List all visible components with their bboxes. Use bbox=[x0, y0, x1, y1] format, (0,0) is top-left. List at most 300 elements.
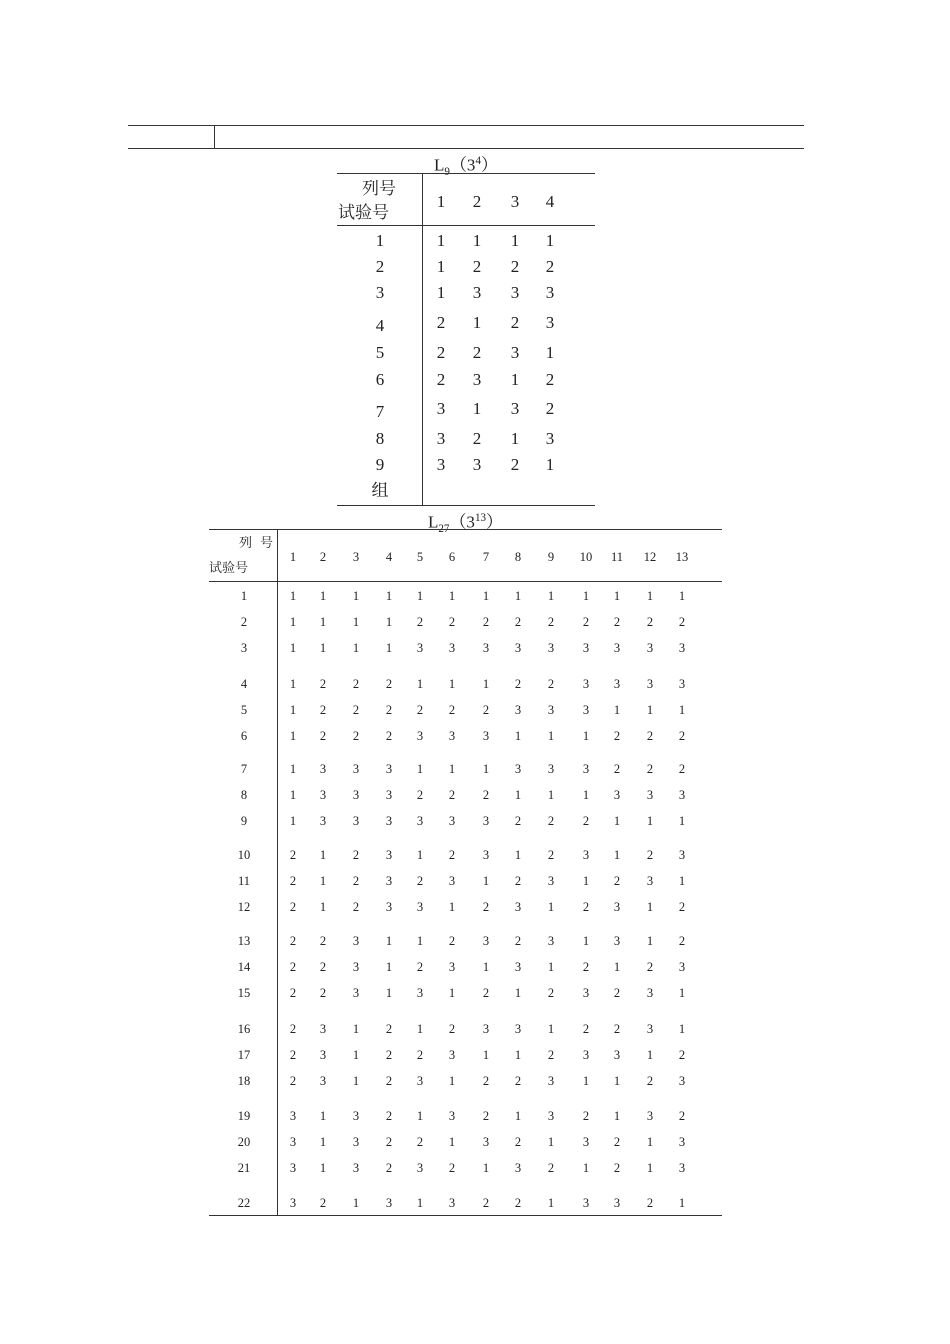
l27-column-number: 8 bbox=[514, 550, 522, 564]
l27-cell-value: 2 bbox=[352, 703, 360, 717]
l27-cell-value: 1 bbox=[448, 762, 456, 776]
l27-cell-value: 1 bbox=[289, 729, 297, 743]
l27-header-rule bbox=[209, 581, 722, 582]
l27-cell-value: 3 bbox=[678, 1074, 686, 1088]
l27-cell-value: 3 bbox=[352, 1109, 360, 1123]
l27-cell-value: 3 bbox=[514, 1022, 522, 1036]
l27-column-number: 13 bbox=[675, 550, 689, 564]
l9-trial-number: 9 bbox=[375, 455, 385, 474]
l27-cell-value: 1 bbox=[582, 874, 590, 888]
l9-trial-number: 7 bbox=[375, 402, 385, 421]
l27-title-close: ） bbox=[485, 512, 503, 532]
l27-cell-value: 2 bbox=[385, 1135, 393, 1149]
l27-cell-value: 2 bbox=[514, 814, 522, 828]
l27-cell-value: 3 bbox=[678, 788, 686, 802]
l9-cell-value: 1 bbox=[510, 370, 520, 389]
l27-cell-value: 1 bbox=[448, 986, 456, 1000]
l27-cell-value: 2 bbox=[646, 1074, 654, 1088]
l27-cell-value: 2 bbox=[289, 1074, 297, 1088]
l27-cell-value: 2 bbox=[547, 986, 555, 1000]
l27-cell-value: 1 bbox=[646, 589, 654, 603]
l27-cell-value: 3 bbox=[352, 960, 360, 974]
l27-cell-value: 2 bbox=[482, 1196, 490, 1210]
l27-trial-number: 20 bbox=[237, 1135, 251, 1149]
l27-trial-number: 2 bbox=[240, 615, 248, 629]
l27-trial-number: 15 bbox=[237, 986, 251, 1000]
l27-title-base: （3 bbox=[449, 512, 475, 532]
l27-cell-value: 1 bbox=[514, 589, 522, 603]
l27-cell-value: 3 bbox=[646, 677, 654, 691]
l27-cell-value: 1 bbox=[582, 1074, 590, 1088]
l27-cell-value: 1 bbox=[613, 848, 621, 862]
l27-cell-value: 2 bbox=[646, 615, 654, 629]
l27-cell-value: 2 bbox=[613, 729, 621, 743]
l27-cell-value: 2 bbox=[319, 729, 327, 743]
l27-cell-value: 1 bbox=[547, 788, 555, 802]
l9-table-title bbox=[337, 150, 595, 179]
l27-cell-value: 2 bbox=[613, 1135, 621, 1149]
l27-cell-value: 1 bbox=[613, 1109, 621, 1123]
l27-cell-value: 2 bbox=[482, 703, 490, 717]
l27-cell-value: 3 bbox=[514, 900, 522, 914]
l9-column-number: 1 bbox=[436, 192, 446, 211]
l27-cell-value: 2 bbox=[582, 1022, 590, 1036]
l27-cell-value: 3 bbox=[352, 762, 360, 776]
l27-title-superscript: 13 bbox=[474, 512, 486, 524]
l27-cell-value: 3 bbox=[448, 641, 456, 655]
l9-title-subscript: 9 bbox=[444, 166, 450, 179]
l27-cell-value: 2 bbox=[352, 848, 360, 862]
l27-cell-value: 3 bbox=[678, 1161, 686, 1175]
l27-cell-value: 2 bbox=[289, 986, 297, 1000]
l27-cell-value: 1 bbox=[319, 874, 327, 888]
l27-cell-value: 2 bbox=[416, 703, 424, 717]
l27-cell-value: 2 bbox=[319, 703, 327, 717]
l27-trial-number: 19 bbox=[237, 1109, 251, 1123]
l27-cell-value: 2 bbox=[646, 762, 654, 776]
l27-cell-value: 3 bbox=[448, 1196, 456, 1210]
l9-cell-value: 3 bbox=[545, 283, 555, 302]
l9-cell-value: 3 bbox=[545, 429, 555, 448]
l27-cell-value: 2 bbox=[319, 986, 327, 1000]
l27-cell-value: 3 bbox=[547, 703, 555, 717]
l27-cell-value: 1 bbox=[385, 615, 393, 629]
l27-cell-value: 2 bbox=[416, 874, 424, 888]
l9-column-number: 3 bbox=[510, 192, 520, 211]
l27-cell-value: 1 bbox=[289, 641, 297, 655]
l27-cell-value: 1 bbox=[678, 874, 686, 888]
l27-cell-value: 1 bbox=[514, 729, 522, 743]
l27-cell-value: 3 bbox=[613, 788, 621, 802]
l27-cell-value: 1 bbox=[352, 1022, 360, 1036]
l27-cell-value: 3 bbox=[289, 1196, 297, 1210]
l27-cell-value: 3 bbox=[385, 848, 393, 862]
l27-cell-value: 2 bbox=[289, 1022, 297, 1036]
l27-cell-value: 3 bbox=[678, 641, 686, 655]
l27-cell-value: 1 bbox=[319, 848, 327, 862]
l27-cell-value: 3 bbox=[646, 788, 654, 802]
l27-cell-value: 2 bbox=[385, 729, 393, 743]
l27-cell-value: 1 bbox=[547, 960, 555, 974]
l27-cell-value: 2 bbox=[514, 1196, 522, 1210]
l27-column-number: 4 bbox=[385, 550, 393, 564]
l27-cell-value: 3 bbox=[646, 986, 654, 1000]
l27-cell-value: 2 bbox=[482, 1074, 490, 1088]
l27-trial-number: 22 bbox=[237, 1196, 251, 1210]
l27-cell-value: 1 bbox=[416, 848, 424, 862]
l9-footer-label: 组 bbox=[371, 481, 389, 501]
header-table-divider bbox=[214, 126, 215, 148]
l27-cell-value: 1 bbox=[547, 589, 555, 603]
l27-cell-value: 3 bbox=[678, 1135, 686, 1149]
l27-cell-value: 2 bbox=[547, 814, 555, 828]
l9-cell-value: 1 bbox=[545, 343, 555, 362]
l27-cell-value: 2 bbox=[416, 1048, 424, 1062]
l27-cell-value: 3 bbox=[319, 1022, 327, 1036]
l9-trial-number: 4 bbox=[375, 316, 385, 335]
l27-cell-value: 3 bbox=[416, 1074, 424, 1088]
l27-cell-value: 1 bbox=[482, 1048, 490, 1062]
l9-cell-value: 2 bbox=[545, 399, 555, 418]
l27-cell-value: 2 bbox=[289, 960, 297, 974]
l27-cell-value: 1 bbox=[416, 934, 424, 948]
l27-column-number: 9 bbox=[547, 550, 555, 564]
l27-cell-value: 2 bbox=[514, 615, 522, 629]
l27-cell-value: 2 bbox=[352, 729, 360, 743]
l27-cell-value: 3 bbox=[514, 960, 522, 974]
l27-cell-value: 1 bbox=[514, 788, 522, 802]
l27-column-number: 7 bbox=[482, 550, 490, 564]
l27-cell-value: 3 bbox=[646, 1022, 654, 1036]
l27-cell-value: 3 bbox=[448, 1048, 456, 1062]
l27-cell-value: 3 bbox=[613, 641, 621, 655]
l27-trial-header-label: 试验号 bbox=[209, 561, 249, 576]
l27-cell-value: 2 bbox=[678, 762, 686, 776]
l27-column-number: 5 bbox=[416, 550, 424, 564]
l9-column-number: 2 bbox=[472, 192, 482, 211]
l27-cell-value: 3 bbox=[482, 729, 490, 743]
l27-cell-value: 1 bbox=[613, 589, 621, 603]
l27-cell-value: 1 bbox=[319, 615, 327, 629]
l27-trial-number: 9 bbox=[240, 814, 248, 828]
l27-cell-value: 2 bbox=[646, 729, 654, 743]
l27-cell-value: 3 bbox=[482, 1022, 490, 1036]
l27-cell-value: 1 bbox=[385, 934, 393, 948]
l27-trial-number: 18 bbox=[237, 1074, 251, 1088]
l27-cell-value: 1 bbox=[482, 874, 490, 888]
l9-cell-value: 1 bbox=[545, 231, 555, 250]
l27-cell-value: 2 bbox=[514, 677, 522, 691]
l27-cell-value: 1 bbox=[319, 1135, 327, 1149]
l27-cell-value: 1 bbox=[678, 1196, 686, 1210]
l27-cell-value: 1 bbox=[416, 677, 424, 691]
l27-cell-value: 3 bbox=[319, 814, 327, 828]
l9-cell-value: 1 bbox=[510, 429, 520, 448]
l9-cell-value: 2 bbox=[472, 257, 482, 276]
l9-cell-value: 3 bbox=[510, 343, 520, 362]
l27-cell-value: 1 bbox=[416, 1109, 424, 1123]
l27-cell-value: 3 bbox=[385, 814, 393, 828]
l27-cell-value: 2 bbox=[385, 1109, 393, 1123]
l27-cell-value: 1 bbox=[482, 960, 490, 974]
l27-cell-value: 1 bbox=[319, 641, 327, 655]
l27-column-number: 2 bbox=[319, 550, 327, 564]
l27-cell-value: 2 bbox=[547, 677, 555, 691]
l27-cell-value: 2 bbox=[613, 615, 621, 629]
l27-trial-number: 5 bbox=[240, 703, 248, 717]
l27-column-number: 10 bbox=[579, 550, 593, 564]
l27-cell-value: 3 bbox=[416, 729, 424, 743]
l9-cell-value: 2 bbox=[545, 257, 555, 276]
l27-cell-value: 2 bbox=[582, 615, 590, 629]
l27-cell-value: 3 bbox=[385, 762, 393, 776]
l9-orthogonal-table bbox=[337, 173, 595, 506]
l27-trial-number: 12 bbox=[237, 900, 251, 914]
l27-cell-value: 1 bbox=[646, 1135, 654, 1149]
l27-cell-value: 2 bbox=[289, 1048, 297, 1062]
l27-cell-value: 2 bbox=[416, 1135, 424, 1149]
l27-cell-value: 1 bbox=[482, 762, 490, 776]
l27-cell-value: 1 bbox=[448, 1074, 456, 1088]
l27-cell-value: 3 bbox=[385, 788, 393, 802]
l9-cell-value: 3 bbox=[436, 399, 446, 418]
l27-cell-value: 3 bbox=[582, 762, 590, 776]
l9-trial-number: 6 bbox=[375, 370, 385, 389]
l27-cell-value: 2 bbox=[385, 1074, 393, 1088]
l27-cell-value: 2 bbox=[547, 615, 555, 629]
l9-trial-number: 1 bbox=[375, 231, 385, 250]
l27-cell-value: 1 bbox=[646, 934, 654, 948]
l9-cell-value: 3 bbox=[510, 399, 520, 418]
l27-cell-value: 3 bbox=[319, 1048, 327, 1062]
l27-cell-value: 1 bbox=[416, 762, 424, 776]
l9-cell-value: 1 bbox=[510, 231, 520, 250]
l27-orthogonal-table bbox=[209, 529, 722, 1216]
l27-cell-value: 3 bbox=[448, 960, 456, 974]
l27-cell-value: 2 bbox=[646, 960, 654, 974]
l27-cell-value: 1 bbox=[448, 589, 456, 603]
l27-cell-value: 2 bbox=[613, 762, 621, 776]
l27-cell-value: 1 bbox=[385, 641, 393, 655]
l27-cell-value: 3 bbox=[319, 788, 327, 802]
l27-cell-value: 1 bbox=[289, 703, 297, 717]
l27-cell-value: 1 bbox=[352, 615, 360, 629]
l9-title-superscript: 4 bbox=[475, 155, 481, 167]
l27-cell-value: 1 bbox=[289, 788, 297, 802]
l27-cell-value: 1 bbox=[646, 703, 654, 717]
l27-trial-number: 13 bbox=[237, 934, 251, 948]
l27-cell-value: 3 bbox=[448, 874, 456, 888]
l9-cell-value: 2 bbox=[510, 257, 520, 276]
l27-cell-value: 2 bbox=[514, 1135, 522, 1149]
l27-trial-number: 17 bbox=[237, 1048, 251, 1062]
l27-cell-value: 2 bbox=[385, 1022, 393, 1036]
l9-cell-value: 3 bbox=[436, 455, 446, 474]
l27-cell-value: 3 bbox=[482, 641, 490, 655]
l27-cell-value: 2 bbox=[678, 729, 686, 743]
l27-cell-value: 2 bbox=[448, 1022, 456, 1036]
l27-cell-value: 1 bbox=[646, 814, 654, 828]
l9-trial-number: 5 bbox=[375, 343, 385, 362]
l27-cell-value: 2 bbox=[416, 788, 424, 802]
l9-vertical-rule bbox=[422, 174, 423, 505]
l27-cell-value: 2 bbox=[547, 1048, 555, 1062]
l27-column-number: 12 bbox=[643, 550, 657, 564]
l27-cell-value: 3 bbox=[352, 788, 360, 802]
l9-cell-value: 3 bbox=[436, 429, 446, 448]
l27-cell-value: 1 bbox=[646, 1161, 654, 1175]
l27-cell-value: 3 bbox=[482, 814, 490, 828]
l27-cell-value: 3 bbox=[352, 814, 360, 828]
l27-cell-value: 3 bbox=[678, 960, 686, 974]
l9-cell-value: 2 bbox=[510, 313, 520, 332]
l27-column-header-label: 列号 bbox=[239, 536, 282, 551]
l27-cell-value: 3 bbox=[289, 1109, 297, 1123]
l27-cell-value: 1 bbox=[582, 1161, 590, 1175]
l27-cell-value: 3 bbox=[646, 1109, 654, 1123]
l27-cell-value: 3 bbox=[582, 1135, 590, 1149]
l27-cell-value: 2 bbox=[514, 934, 522, 948]
l27-cell-value: 1 bbox=[514, 848, 522, 862]
l9-cell-value: 1 bbox=[436, 283, 446, 302]
l27-cell-value: 3 bbox=[385, 900, 393, 914]
l27-cell-value: 1 bbox=[514, 986, 522, 1000]
l27-cell-value: 2 bbox=[319, 934, 327, 948]
l27-cell-value: 1 bbox=[582, 729, 590, 743]
l27-trial-number: 3 bbox=[240, 641, 248, 655]
l27-cell-value: 2 bbox=[514, 874, 522, 888]
l9-trial-number: 2 bbox=[375, 257, 385, 276]
l27-cell-value: 1 bbox=[482, 1161, 490, 1175]
l27-cell-value: 2 bbox=[289, 934, 297, 948]
l27-cell-value: 1 bbox=[448, 677, 456, 691]
l9-cell-value: 2 bbox=[472, 429, 482, 448]
l27-cell-value: 3 bbox=[613, 677, 621, 691]
l27-cell-value: 3 bbox=[448, 1109, 456, 1123]
l27-cell-value: 1 bbox=[319, 589, 327, 603]
l27-cell-value: 3 bbox=[613, 1196, 621, 1210]
l27-cell-value: 2 bbox=[582, 960, 590, 974]
header-table-bar bbox=[128, 125, 804, 149]
l27-cell-value: 1 bbox=[613, 814, 621, 828]
l27-cell-value: 3 bbox=[448, 814, 456, 828]
l27-cell-value: 2 bbox=[289, 900, 297, 914]
l27-cell-value: 1 bbox=[678, 814, 686, 828]
l27-cell-value: 3 bbox=[416, 986, 424, 1000]
l27-trial-number: 14 bbox=[237, 960, 251, 974]
l27-cell-value: 1 bbox=[416, 1196, 424, 1210]
l27-cell-value: 3 bbox=[416, 1161, 424, 1175]
l27-cell-value: 1 bbox=[678, 589, 686, 603]
l27-table-title bbox=[209, 507, 722, 536]
l27-cell-value: 1 bbox=[352, 641, 360, 655]
l27-cell-value: 3 bbox=[514, 703, 522, 717]
l27-cell-value: 3 bbox=[289, 1135, 297, 1149]
l27-cell-value: 2 bbox=[448, 703, 456, 717]
l27-cell-value: 2 bbox=[678, 900, 686, 914]
l27-cell-value: 3 bbox=[582, 848, 590, 862]
l27-cell-value: 2 bbox=[448, 1161, 456, 1175]
l27-cell-value: 3 bbox=[582, 677, 590, 691]
l27-cell-value: 1 bbox=[613, 1074, 621, 1088]
l27-trial-number: 7 bbox=[240, 762, 248, 776]
l27-cell-value: 2 bbox=[678, 1109, 686, 1123]
l27-cell-value: 3 bbox=[319, 1074, 327, 1088]
l27-cell-value: 1 bbox=[385, 589, 393, 603]
l27-trial-number: 4 bbox=[240, 677, 248, 691]
l27-cell-value: 2 bbox=[352, 874, 360, 888]
l27-cell-value: 3 bbox=[352, 986, 360, 1000]
l27-cell-value: 1 bbox=[482, 589, 490, 603]
l27-cell-value: 1 bbox=[547, 900, 555, 914]
l27-cell-value: 3 bbox=[289, 1161, 297, 1175]
l27-cell-value: 1 bbox=[514, 1048, 522, 1062]
l27-cell-value: 2 bbox=[482, 900, 490, 914]
l27-cell-value: 1 bbox=[385, 986, 393, 1000]
l27-cell-value: 1 bbox=[678, 703, 686, 717]
l27-cell-value: 2 bbox=[547, 848, 555, 862]
l27-cell-value: 3 bbox=[613, 1048, 621, 1062]
l27-cell-value: 3 bbox=[416, 814, 424, 828]
l9-cell-value: 1 bbox=[436, 257, 446, 276]
l27-cell-value: 1 bbox=[319, 1109, 327, 1123]
l27-cell-value: 2 bbox=[613, 1022, 621, 1036]
l9-cell-value: 2 bbox=[472, 343, 482, 362]
l27-cell-value: 3 bbox=[646, 641, 654, 655]
l27-cell-value: 1 bbox=[289, 589, 297, 603]
l27-cell-value: 2 bbox=[289, 874, 297, 888]
l27-cell-value: 1 bbox=[482, 677, 490, 691]
l27-cell-value: 3 bbox=[482, 848, 490, 862]
l27-cell-value: 2 bbox=[448, 788, 456, 802]
l27-column-number: 1 bbox=[289, 550, 297, 564]
l27-cell-value: 2 bbox=[416, 960, 424, 974]
l27-cell-value: 2 bbox=[385, 1161, 393, 1175]
l27-cell-value: 1 bbox=[448, 1135, 456, 1149]
l27-cell-value: 1 bbox=[678, 986, 686, 1000]
l9-cell-value: 1 bbox=[472, 399, 482, 418]
l27-column-number: 3 bbox=[352, 550, 360, 564]
l9-cell-value: 2 bbox=[510, 455, 520, 474]
l27-cell-value: 3 bbox=[613, 900, 621, 914]
l27-cell-value: 3 bbox=[482, 1135, 490, 1149]
l27-cell-value: 3 bbox=[582, 703, 590, 717]
l9-cell-value: 3 bbox=[545, 313, 555, 332]
l27-cell-value: 2 bbox=[678, 1048, 686, 1062]
l9-cell-value: 1 bbox=[545, 455, 555, 474]
l27-cell-value: 1 bbox=[352, 1048, 360, 1062]
l27-cell-value: 3 bbox=[678, 677, 686, 691]
l27-cell-value: 2 bbox=[385, 1048, 393, 1062]
l27-title-subscript: 27 bbox=[438, 523, 450, 536]
l27-trial-number: 8 bbox=[240, 788, 248, 802]
l27-cell-value: 1 bbox=[352, 1074, 360, 1088]
l27-cell-value: 2 bbox=[416, 615, 424, 629]
l9-cell-value: 3 bbox=[472, 370, 482, 389]
l27-cell-value: 2 bbox=[385, 677, 393, 691]
l27-cell-value: 2 bbox=[514, 1074, 522, 1088]
l27-cell-value: 1 bbox=[678, 1022, 686, 1036]
l27-cell-value: 2 bbox=[613, 874, 621, 888]
l27-cell-value: 2 bbox=[448, 615, 456, 629]
l27-cell-value: 1 bbox=[613, 703, 621, 717]
l27-cell-value: 3 bbox=[514, 641, 522, 655]
l27-cell-value: 1 bbox=[646, 900, 654, 914]
l9-cell-value: 2 bbox=[545, 370, 555, 389]
l27-cell-value: 1 bbox=[352, 589, 360, 603]
l27-cell-value: 1 bbox=[289, 615, 297, 629]
l27-cell-value: 3 bbox=[646, 874, 654, 888]
